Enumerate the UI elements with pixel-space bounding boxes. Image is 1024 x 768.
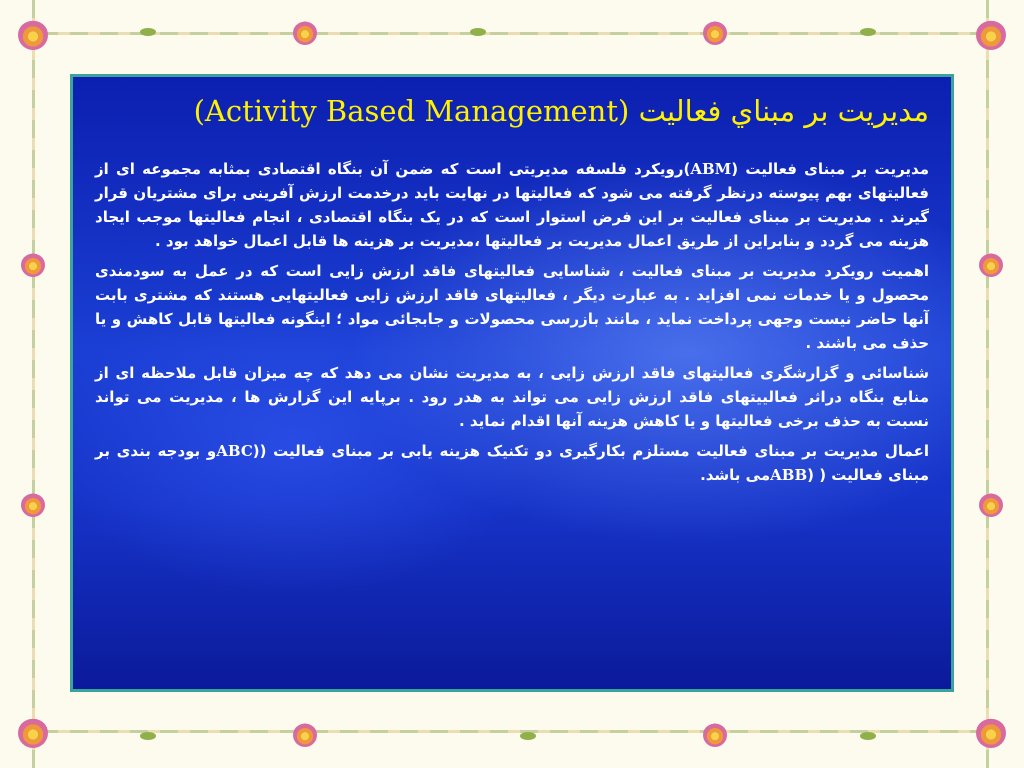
flower-icon <box>979 253 1003 277</box>
paragraph-importance: اهمیت رویکرد مدیریت بر مبنای فعالیت ، شناسایی فعالیتهای فاقد ارزش زایی است که در عمل به سودمندی محصول و یا خدمات نمی افزاید . به عبارت دیگر ، فعالیتهای فاقد ارزش زایی فعالیتهایی هستند که مشتری بابت آنها حاضر نیست وجهی پرداخت نماید ، مانند بازرسی محصولات و جابجائی مواد ؛ اینگونه فعالیتها قابل کاهش و یا حذف می باشند . <box>95 262 929 352</box>
flower-icon <box>979 493 1003 517</box>
flower-icon <box>293 21 317 45</box>
paragraph-text: و بودجه بندی بر مبنای فعالیت ( ( <box>95 442 929 484</box>
title-persian: مدیریت بر مبناي فعالیت <box>638 94 929 128</box>
flower-icon <box>976 20 1006 50</box>
paragraph-abm-definition <box>95 157 929 253</box>
floral-border-right <box>954 0 1024 768</box>
abbreviation-abm: ABM <box>690 160 732 178</box>
abbreviation-abc: ABC <box>216 442 253 460</box>
paragraph-techniques <box>95 439 929 487</box>
leaf-icon <box>860 732 876 740</box>
floral-border-bottom <box>40 698 984 768</box>
slide-panel <box>70 74 954 692</box>
title-english: (Activity Based Management) <box>193 94 630 128</box>
flower-icon <box>18 718 48 748</box>
floral-border-top <box>40 0 984 70</box>
abbreviation-abb: ABB <box>770 466 808 484</box>
flower-icon <box>703 723 727 747</box>
flower-icon <box>21 253 45 277</box>
flower-icon <box>976 718 1006 748</box>
slide-body <box>95 157 929 493</box>
leaf-icon <box>140 28 156 36</box>
paragraph-text: اعمال مدیریت بر مبنای فعالیت مستلزم بکارگیری دو تکنیک هزینه یابی بر مبنای فعالیت (( <box>252 442 930 460</box>
flower-icon <box>21 493 45 517</box>
leaf-icon <box>860 28 876 36</box>
paragraph-text: می باشد. <box>700 466 771 484</box>
flower-icon <box>18 20 48 50</box>
leaf-icon <box>140 732 156 740</box>
leaf-icon <box>520 732 536 740</box>
floral-border-left <box>0 0 70 768</box>
paragraph-text: )رویکرد فلسفه مدیریتی است که ضمن آن بنگاه اقتصادی بمثابه مجموعه ای از فعالیتهای بهم پیوسته درنظر گرفته می شود که فعالیتها در نهایت باید درخدمت ارزش آفرینی برای مشتریان قرار گیرند . مدیریت بر مبنای فعالیت بر این فرض استوار است که در یک بنگاه اقتصادی ، انجام فعالیتها موجب ایجاد هزینه می گردد و بنابراین از طریق اعمال مدیریت بر فعالیتها ،مدیریت بر هزینه ها قابل اعمال خواهد بود . <box>95 160 929 250</box>
slide-title <box>95 91 929 131</box>
leaf-icon <box>470 28 486 36</box>
flower-icon <box>703 21 727 45</box>
paragraph-reporting: شناسائی و گزارشگری فعالیتهای فاقد ارزش زایی ، به مدیریت نشان می دهد که چه میزان قابل ملاحظه ای از منابع بنگاه دراثر فعالییتهای فاقد ارزش زایی می تواند به هدر رود . برپایه این گزارش ها ، مدیریت می تواند نسبت به حذف برخی فعالیتها و یا کاهش هزینه آنها اقدام نماید . <box>95 364 929 430</box>
paragraph-text: مدیریت بر مبنای فعالیت ( <box>731 160 929 178</box>
flower-icon <box>293 723 317 747</box>
